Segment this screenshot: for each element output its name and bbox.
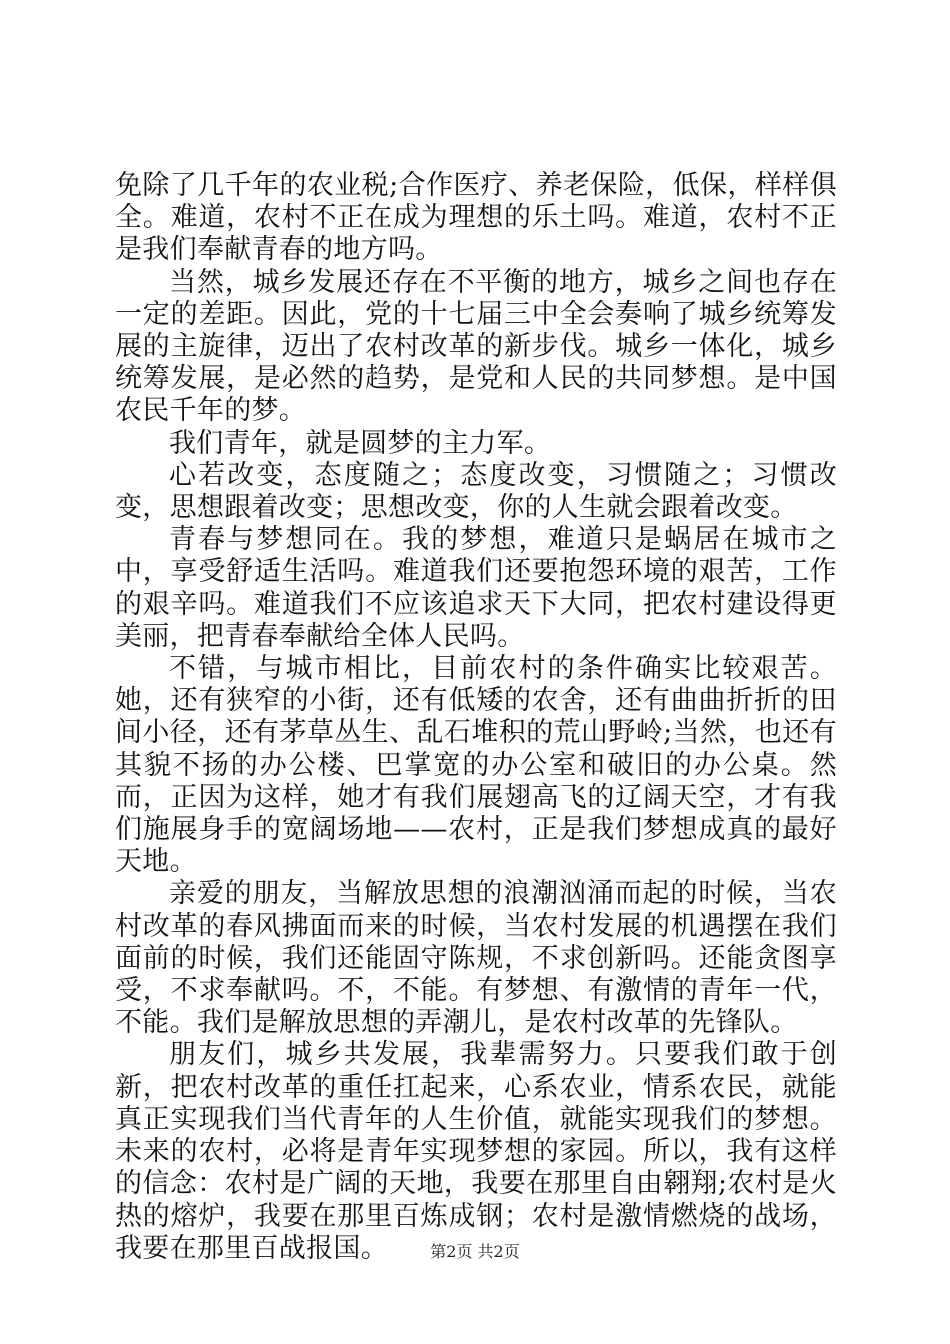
paragraph-1: 免除了几千年的农业税;合作医疗、养老保险，低保，样样俱全。难道，农村不正在成为理想的乐土吗。难道，农村不正是我们奉献青春的地方吗。 [115,170,837,266]
paragraph-6: 不错，与城市相比，目前农村的条件确实比较艰苦。她，还有狭窄的小街，还有低矮的农舍，还有曲曲折折的田间小径，还有茅草丛生、乱石堆积的荒山野岭;当然，也还有其貌不扬的办公楼、巴掌宽的办公室和破旧的办公桌。然而，正因为这样，她才有我们展翅高飞的辽阔天空，才有我们施展身手的宽阔场地——农村，正是我们梦想成真的最好天地。 [115,653,837,878]
page-footer: 第2页 共2页 [430,1242,520,1261]
paragraph-8: 朋友们，城乡共发展，我辈需努力。只要我们敢于创新，把农村改革的重任扛起来，心系农业，情系农民，就能真正实现我们当代青年的人生价值，就能实现我们的梦想。未来的农村，必将是青年实现梦想的家园。所以，我有这样的信念：农村是广阔的天地，我要在那里自由翱翔;农村是火热的熔炉，我要在那里百炼成钢；农村是激情燃烧的战场，我要在那里百战报国。 [115,1039,837,1264]
paragraph-5: 青春与梦想同在。我的梦想，难道只是蜗居在城市之中，享受舒适生活吗。难道我们还要抱怨环境的艰苦，工作的艰辛吗。难道我们不应该追求天下大同，把农村建设得更美丽，把青春奉献给全体人民吗。 [115,524,837,652]
paragraph-3: 我们青年，就是圆梦的主力军。 [169,427,552,459]
body-text [115,170,837,1265]
paragraph-2: 当然，城乡发展还存在不平衡的地方，城乡之间也存在一定的差距。因此，党的十七届三中全会奏响了城乡统筹发展的主旋律，迈出了农村改革的新步伐。城乡一体化，城乡统筹发展，是必然的趋势，是党和人民的共同梦想。是中国农民千年的梦。 [115,266,837,427]
paragraph-4: 心若改变，态度随之；态度改变，习惯随之；习惯改变，思想跟着改变；思想改变，你的人生就会跟着改变。 [115,459,837,524]
paragraph-7: 亲爱的朋友，当解放思想的浪潮汹涌而起的时候，当农村改革的春风拂面而来的时候，当农村发展的机遇摆在我们面前的时候，我们还能固守陈规，不求创新吗。还能贪图享受，不求奉献吗。不，不能。有梦想、有激情的青年一代，不能。我们是解放思想的弄潮儿，是农村改革的先锋队。 [115,878,837,1039]
